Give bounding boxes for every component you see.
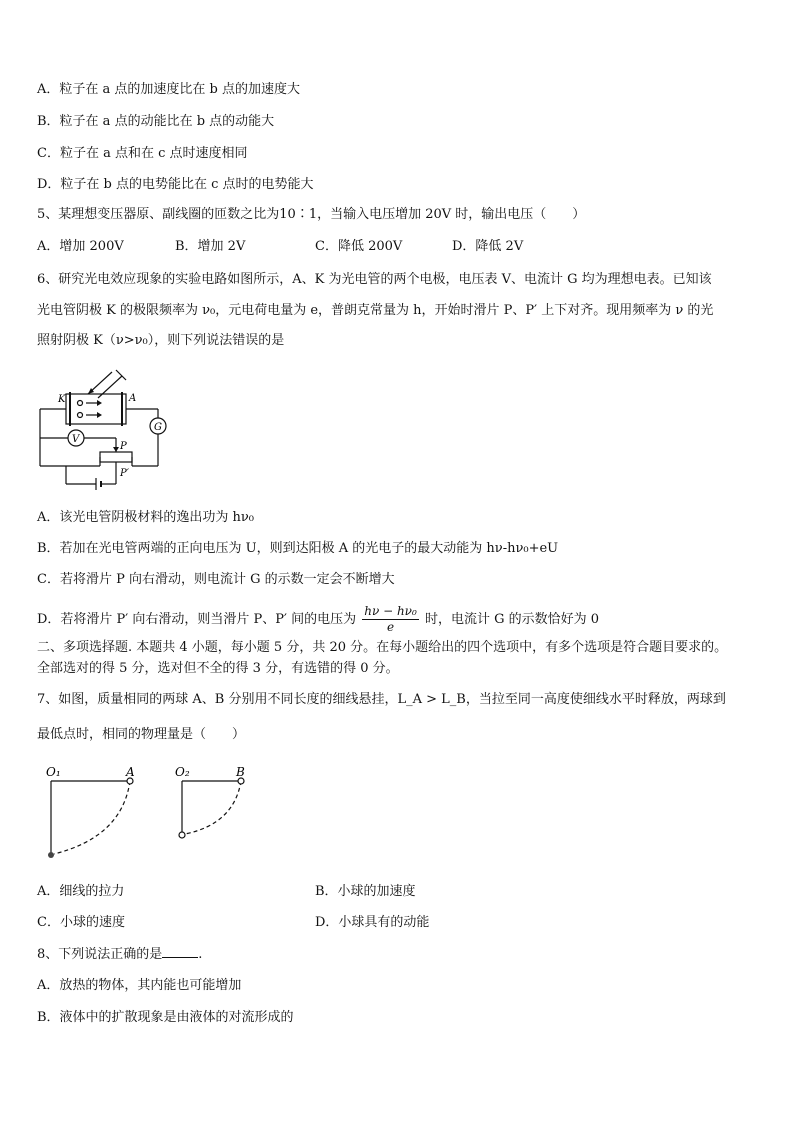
q5-option-a: A．增加 200V xyxy=(37,239,124,254)
q8-stem xyxy=(37,945,202,965)
q7-stem-line2: 最低点时，相同的物理量是（ ） xyxy=(37,727,246,742)
q6-option-d xyxy=(37,604,599,635)
fig-label-ball-a: A xyxy=(126,765,135,779)
photoelectric-circuit-figure xyxy=(36,368,176,494)
q6-option-c: C．若将滑片 P 向右滑动，则电流计 G 的示数一定会不断增大 xyxy=(37,572,395,587)
fraction-denominator: e xyxy=(386,620,395,634)
q6-option-b: B．若加在光电管两端的正向电压为 U，则到达阳极 A 的光电子的最大动能为 hν-hν₀+eU xyxy=(37,541,559,556)
q4-option-d: D．粒子在 b 点的电势能比在 c 点时的电势能大 xyxy=(37,177,314,192)
fig-label-v: V xyxy=(72,434,80,445)
q7-option-b: B．小球的加速度 xyxy=(315,884,416,899)
q8-stem-end: . xyxy=(198,947,203,962)
q6-stem-line3: 照射阴极 K（ν>ν₀），则下列说法错误的是 xyxy=(37,333,285,348)
section2-line2: 全部选对的得 5 分，选对但不全的得 3 分，有选错的得 0 分。 xyxy=(37,661,399,676)
fig-label-k: K xyxy=(58,394,66,405)
q6-stem-line2: 光电管阴极 K 的极限频率为 ν₀，元电荷电量为 e，普朗克常量为 h，开始时滑片 P、P′ 上下对齐。现用频率为 ν 的光 xyxy=(37,303,714,318)
q5-option-c: C．降低 200V xyxy=(315,239,403,254)
q5-option-d: D．降低 2V xyxy=(452,239,524,254)
fig-label-o2: O₂ xyxy=(175,765,190,779)
q7-option-a: A．细线的拉力 xyxy=(37,884,125,899)
pendulum-figure xyxy=(44,762,254,862)
q8-stem-text: 8、下列说法正确的是 xyxy=(37,947,163,962)
q8-option-b: B．液体中的扩散现象是由液体的对流形成的 xyxy=(37,1010,294,1025)
fig-label-p-prime: P′ xyxy=(120,468,129,479)
q7-stem-line1: 7、如图，质量相同的两球 A、B 分别用不同长度的细线悬挂，L_A > L_B，当拉至同一高度使细线水平时释放，两球到 xyxy=(37,692,726,707)
q8-option-a: A．放热的物体，其内能也可能增加 xyxy=(37,978,242,993)
q4-option-a: A．粒子在 a 点的加速度比在 b 点的加速度大 xyxy=(37,82,300,97)
q5-stem: 5、某理想变压器原、副线圈的匝数之比为10∶1，当输入电压增加 20V 时，输出电压（ ） xyxy=(37,207,586,222)
fig-label-a: A xyxy=(129,393,137,404)
q4-option-c: C．粒子在 a 点和在 c 点时速度相同 xyxy=(37,146,248,161)
fig-label-g: G xyxy=(154,422,162,433)
q5-option-b: B．增加 2V xyxy=(175,239,246,254)
fig-label-o1: O₁ xyxy=(46,765,61,779)
fig-label-ball-b: B xyxy=(236,765,245,779)
q6-option-d-fraction xyxy=(362,604,419,635)
q6-option-d-after: 时，电流计 G 的示数恰好为 0 xyxy=(424,612,599,627)
q6-option-d-before: D．若将滑片 P′ 向右滑动，则当滑片 P、P′ 间的电压为 xyxy=(37,612,357,627)
fig-label-p: P xyxy=(120,441,127,452)
section2-line1: 二、多项选择题. 本题共 4 小题，每小题 5 分，共 20 分。在每小题给出的四个选项中，有多个选项是符合题目要求的。 xyxy=(37,640,728,655)
q7-option-c: C．小球的速度 xyxy=(37,915,125,930)
q7-option-d: D．小球具有的动能 xyxy=(315,915,430,930)
q4-option-b: B．粒子在 a 点的动能比在 b 点的动能大 xyxy=(37,114,275,129)
fraction-numerator: hν − hν₀ xyxy=(364,604,417,618)
q6-stem-line1: 6、研究光电效应现象的实验电路如图所示，A、K 为光电管的两个电极，电压表 V、电流计 G 均为理想电表。已知该 xyxy=(37,272,712,287)
q6-option-a: A．该光电管阴极材料的逸出功为 hν₀ xyxy=(37,510,255,525)
answer-blank xyxy=(162,945,198,958)
